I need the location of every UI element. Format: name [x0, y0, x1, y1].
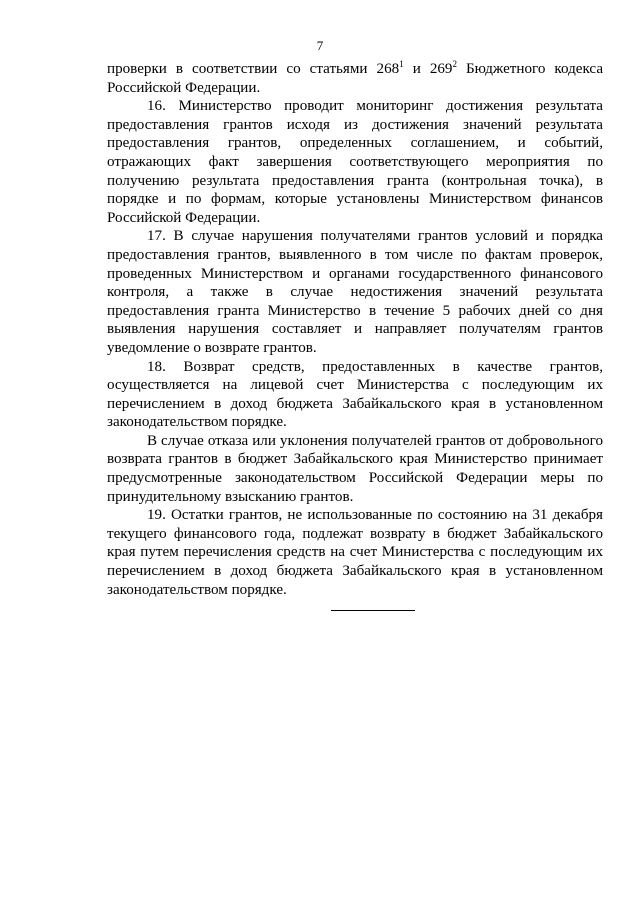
- paragraph-19: 19. Остатки грантов, не использованные по состоянию на 31 декабря текущего финансового года, подлежат возврату в бюджет Забайкальского края путем перечисления средств на счет Министерства с последующим их перечислением в доход бюджета Забайкальского края в установленном законодательством порядке.: [107, 507, 603, 598]
- superscript-1: 1: [399, 58, 404, 69]
- paragraph-continuation: [107, 60, 603, 97]
- paragraph-continuation-text-2: и 269: [403, 61, 453, 77]
- paragraph-continuation-text-3: Бюджетного кодекса Российской Федерации.: [107, 61, 604, 96]
- document-body: [107, 60, 603, 599]
- paragraph-17: 17. В случае нарушения получателями грантов условий и порядка предоставления грантов, выявленного в том числе по фактам проверок, проведенных Министерством и органами государственного финансового контроля, а также в случае недостижения значений результата предоставления гранта Министерство в течение 5 рабочих дней со дня выявления нарушения составляет и направляет получателям грантов уведомление о возврате грантов.: [107, 228, 603, 356]
- end-of-document-rule: [331, 610, 415, 611]
- paragraph-continuation-text-1: проверки в соответствии со статьями 268: [107, 61, 400, 77]
- paragraph-18-refusal: В случае отказа или уклонения получателей грантов от добровольного возврата грантов в бюджет Забайкальского края Министерство принимает предусмотренные законодательством Российской Федерации меры по принудительному взысканию грантов.: [107, 432, 603, 505]
- page-number: 7: [316, 38, 324, 53]
- paragraph-18: 18. Возврат средств, предоставленных в качестве грантов, осуществляется на лицевой счет Министерства с последующим их перечислением в доход бюджета Забайкальского края в установленном законодательством порядке.: [107, 358, 603, 431]
- paragraph-16: 16. Министерство проводит мониторинг достижения результата предоставления грантов исходя из достижения значений результата предоставления грантов, определенных соглашением, и событий, отражающих факт завершения соответствующего мероприятия по получению результата предоставления гранта (контрольная точка), в порядке и по формам, которые установлены Министерством финансов Российской Федерации.: [107, 98, 603, 226]
- superscript-2: 2: [452, 58, 457, 69]
